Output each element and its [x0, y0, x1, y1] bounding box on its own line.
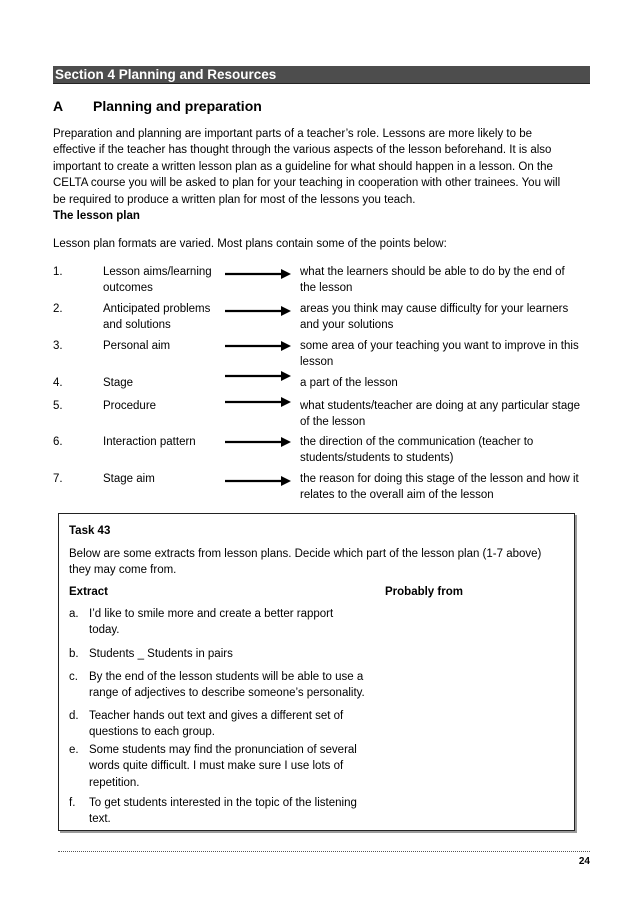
- item-line: questions to each group.: [89, 726, 215, 739]
- column-header-extract: Extract: [69, 586, 108, 598]
- plan-point-number: 6.: [53, 436, 63, 448]
- arrow-right-icon: [225, 371, 291, 381]
- desc-line: a part of the lesson: [300, 377, 398, 389]
- plan-point-number: 5.: [53, 400, 63, 412]
- item-line: By the end of the lesson students will be able to use a: [89, 671, 364, 683]
- arrow-right-icon: [225, 341, 291, 351]
- term-line: Interaction pattern: [103, 436, 196, 448]
- plan-point-number: 1.: [53, 266, 63, 278]
- term-line: Stage: [103, 377, 134, 389]
- task-item-letter: a.: [69, 608, 79, 620]
- desc-line: students/students to students): [300, 452, 454, 465]
- lesson-plan-heading: The lesson plan: [53, 210, 140, 222]
- task-item-text: [89, 795, 379, 828]
- task-item-letter: b.: [69, 648, 79, 660]
- term-line: Procedure: [103, 400, 157, 412]
- plan-point-desc: [300, 434, 600, 467]
- item-line: text.: [89, 813, 111, 826]
- footer-divider: [58, 851, 590, 852]
- plan-point-desc: [300, 375, 600, 391]
- task-item-letter: f.: [69, 797, 76, 809]
- desc-line: areas you think may cause difficulty for your learners: [300, 303, 569, 315]
- plan-point-term: [103, 301, 210, 334]
- arrow-right-icon: [225, 437, 291, 447]
- desc-line: what students/teacher are doing at any particular stage: [300, 400, 581, 412]
- subsection-title: Planning and preparation: [93, 98, 262, 114]
- term-line: Lesson aims/learning: [103, 266, 212, 278]
- intro-paragraph: [53, 126, 593, 208]
- item-line: To get students interested in the topic of the listening: [89, 797, 357, 809]
- term-line: outcomes: [103, 282, 153, 295]
- term-line: Anticipated problems: [103, 303, 211, 315]
- intro-line: be required to produce a written plan for most of the lessons you teach.: [53, 193, 416, 206]
- item-line: today.: [89, 624, 120, 637]
- term-line: Stage aim: [103, 473, 155, 485]
- task-item-text: [89, 606, 379, 639]
- task-item-text: [89, 708, 379, 741]
- item-line: repetition.: [89, 776, 140, 789]
- item-line: I’d like to smile more and create a better rapport: [89, 608, 334, 620]
- plan-point-desc: [300, 301, 600, 334]
- plan-point-term: [103, 264, 212, 297]
- instruction-line: Below are some extracts from lesson plans. Decide which part of the lesson plan (1-7 above): [69, 548, 542, 560]
- plan-point-desc: [300, 264, 600, 297]
- plan-point-number: 7.: [53, 473, 63, 485]
- plan-point-number: 3.: [53, 340, 63, 352]
- item-line: Teacher hands out text and gives a different set of: [89, 710, 344, 722]
- term-line: Personal aim: [103, 340, 171, 352]
- lesson-plan-intro: Lesson plan formats are varied. Most plans contain some of the points below:: [53, 238, 447, 250]
- item-line: Some students may find the pronunciation of several: [89, 744, 357, 756]
- section-title: Section 4 Planning and Resources: [53, 66, 590, 84]
- desc-line: the reason for doing this stage of the lesson and how it: [300, 473, 579, 485]
- desc-line: of the lesson: [300, 416, 366, 429]
- intro-line: important to create a written lesson plan as a guideline for what should happen in a lesson. On the: [53, 160, 553, 173]
- intro-line: Preparation and planning are important parts of a teacher’s role. Lessons are more likely to be: [53, 128, 533, 140]
- item-line: words quite difficult. I must make sure I use lots of: [89, 760, 344, 773]
- instruction-line: they may come from.: [69, 564, 177, 577]
- desc-line: relates to the overall aim of the lesson: [300, 489, 494, 502]
- plan-point-number: 4.: [53, 377, 63, 389]
- plan-point-desc: [300, 338, 600, 371]
- task-title: Task 43: [69, 525, 111, 537]
- desc-line: the lesson: [300, 282, 353, 295]
- plan-point-term: [103, 434, 196, 450]
- arrow-right-icon: [225, 397, 291, 407]
- desc-line: what the learners should be able to do by the end of: [300, 266, 565, 278]
- plan-point-number: 2.: [53, 303, 63, 315]
- task-item-letter: c.: [69, 671, 78, 683]
- task-item-text: [89, 646, 379, 662]
- intro-line: CELTA course you will be asked to plan for your teaching in cooperation with other trainees. You will: [53, 177, 561, 190]
- desc-line: lesson: [300, 356, 334, 369]
- task-item-letter: d.: [69, 710, 79, 722]
- item-line: range of adjectives to describe someone’s personality.: [89, 687, 365, 700]
- arrow-right-icon: [225, 306, 291, 316]
- plan-point-term: [103, 338, 170, 354]
- plan-point-term: [103, 398, 156, 414]
- plan-point-desc: [300, 398, 600, 431]
- page-number: 24: [578, 856, 590, 867]
- desc-line: and your solutions: [300, 319, 394, 332]
- plan-point-term: [103, 375, 133, 391]
- arrow-right-icon: [225, 269, 291, 279]
- task-item-letter: e.: [69, 744, 79, 756]
- desc-line: some area of your teaching you want to improve in this: [300, 340, 579, 352]
- desc-line: the direction of the communication (teacher to: [300, 436, 534, 448]
- arrow-right-icon: [225, 476, 291, 486]
- column-header-probably-from: Probably from: [385, 586, 463, 598]
- term-line: and solutions: [103, 319, 171, 332]
- plan-point-desc: [300, 471, 600, 504]
- task-instruction: [69, 546, 569, 579]
- subsection-letter: A: [53, 98, 64, 114]
- plan-point-term: [103, 471, 155, 487]
- task-item-text: [89, 669, 384, 702]
- task-item-text: [89, 742, 379, 791]
- item-line: Students _ Students in pairs: [89, 648, 233, 660]
- intro-line: effective if the teacher has thought through the various aspects of the lesson beforehand. It is also: [53, 144, 552, 157]
